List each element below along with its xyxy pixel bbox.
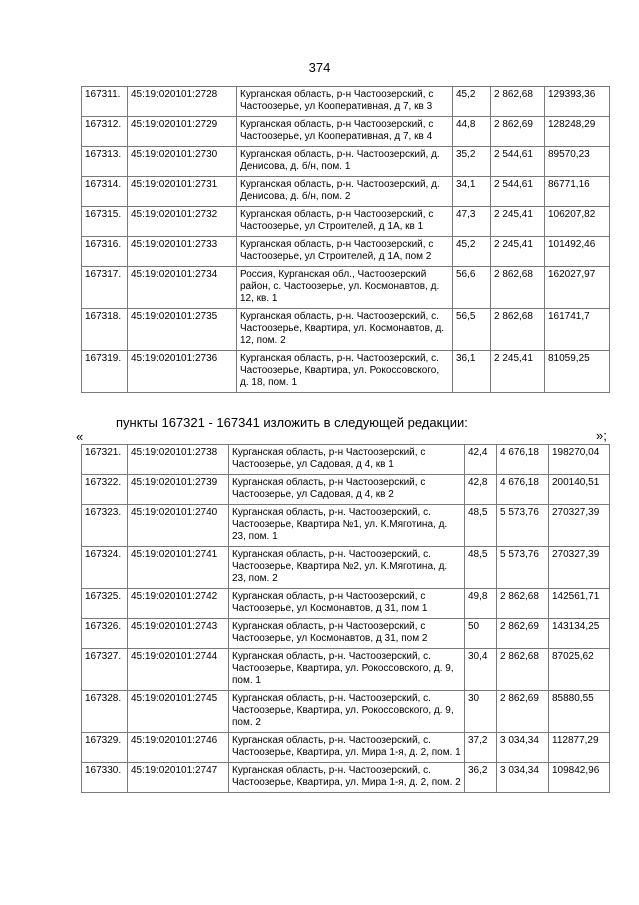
row-number-cell: 167314. (82, 177, 128, 207)
row-number-cell: 167321. (82, 445, 128, 475)
cadastral-number-cell: 45:19:020101:2738 (128, 445, 229, 475)
cadastral-price-cell: 2 862,68 (491, 309, 545, 351)
row-number-cell: 167330. (82, 763, 128, 793)
cadastral-value-cell: 161741,7 (545, 309, 610, 351)
table-row (82, 547, 610, 589)
cadastral-price-cell: 2 862,68 (497, 589, 549, 619)
address-cell: Курганская область, р-н. Частоозерский, д. Денисова, д. б/н, пом. 1 (237, 147, 453, 177)
cadastral-price-cell: 2 862,69 (491, 117, 545, 147)
area-cell: 47,3 (453, 207, 491, 237)
cadastral-price-cell: 4 676,18 (497, 475, 549, 505)
area-cell: 50 (465, 619, 497, 649)
cadastral-number-cell: 45:19:020101:2744 (128, 649, 229, 691)
cadastral-price-cell: 3 034,34 (497, 763, 549, 793)
cadastral-value-cell: 270327,39 (549, 505, 610, 547)
table-row (82, 147, 610, 177)
cadastral-price-cell: 2 245,41 (491, 237, 545, 267)
cadastral-value-cell: 86771,16 (545, 177, 610, 207)
table-row (82, 649, 610, 691)
table-row (82, 733, 610, 763)
area-cell: 48,5 (465, 505, 497, 547)
cadastral-value-cell: 101492,46 (545, 237, 610, 267)
row-number-cell: 167316. (82, 237, 128, 267)
cadastral-price-cell: 3 034,34 (497, 733, 549, 763)
cadastral-price-cell: 2 544,61 (491, 147, 545, 177)
address-cell: Курганская область, р-н Частоозерский, с Частоозерье, ул Садовая, д 4, кв 1 (229, 445, 465, 475)
cadastral-price-cell: 2 245,41 (491, 351, 545, 393)
row-number-cell: 167318. (82, 309, 128, 351)
address-cell: Курганская область, р-н. Частоозерский, с. Частоозерье, Квартира №2, ул. К.Мяготина, д. 23, пом. 2 (229, 547, 465, 589)
cadastral-number-cell: 45:19:020101:2728 (128, 87, 237, 117)
page-number: 374 (308, 60, 331, 75)
closing-quote: »; (596, 428, 607, 443)
cadastral-value-cell: 270327,39 (549, 547, 610, 589)
area-cell: 42,8 (465, 475, 497, 505)
table-row (82, 87, 610, 117)
cadastral-price-cell: 2 245,41 (491, 207, 545, 237)
table-row (82, 505, 610, 547)
table-row (82, 445, 610, 475)
cadastral-price-cell: 4 676,18 (497, 445, 549, 475)
address-cell: Курганская область, р-н Частоозерский, с Частоозерье, ул Строителей, д 1А, пом 2 (237, 237, 453, 267)
area-cell: 37,2 (465, 733, 497, 763)
cadastral-number-cell: 45:19:020101:2743 (128, 619, 229, 649)
cadastral-value-cell: 81059,25 (545, 351, 610, 393)
cadastral-price-cell: 2 862,69 (497, 619, 549, 649)
address-cell: Курганская область, р-н Частоозерский, с Частоозерье, ул Строителей, д 1А, кв 1 (237, 207, 453, 237)
area-cell: 34,1 (453, 177, 491, 207)
cadastral-value-cell: 128248,29 (545, 117, 610, 147)
cadastral-number-cell: 45:19:020101:2742 (128, 589, 229, 619)
address-cell: Курганская область, р-н. Частоозерский, с. Частоозерье, Квартира, ул. Рокоссовского, д. 18, пом. 1 (237, 351, 453, 393)
area-cell: 48,5 (465, 547, 497, 589)
cadastral-number-cell: 45:19:020101:2732 (128, 207, 237, 237)
cadastral-number-cell: 45:19:020101:2731 (128, 177, 237, 207)
area-cell: 36,2 (465, 763, 497, 793)
row-number-cell: 167325. (82, 589, 128, 619)
row-number-cell: 167317. (82, 267, 128, 309)
area-cell: 56,6 (453, 267, 491, 309)
cadastral-value-cell: 198270,04 (549, 445, 610, 475)
cadastral-number-cell: 45:19:020101:2736 (128, 351, 237, 393)
row-number-cell: 167319. (82, 351, 128, 393)
table-row (82, 267, 610, 309)
address-cell: Курганская область, р-н Частоозерский, с Частоозерье, ул Садовая, д 4, кв 2 (229, 475, 465, 505)
cadastral-number-cell: 45:19:020101:2741 (128, 547, 229, 589)
table-row (82, 207, 610, 237)
area-cell: 30 (465, 691, 497, 733)
cadastral-number-cell: 45:19:020101:2739 (128, 475, 229, 505)
address-cell: Курганская область, р-н. Частоозерский, с. Частоозерье, Квартира, ул. Мира 1-я, д. 2, пом. 1 (229, 733, 465, 763)
cadastral-number-cell: 45:19:020101:2746 (128, 733, 229, 763)
area-cell: 49,8 (465, 589, 497, 619)
row-number-cell: 167313. (82, 147, 128, 177)
address-cell: Курганская область, р-н Частоозерский, с Частоозерье, ул Кооперативная, д 7, кв 4 (237, 117, 453, 147)
cadastral-value-cell: 162027,97 (545, 267, 610, 309)
cadastral-number-cell: 45:19:020101:2734 (128, 267, 237, 309)
cadastral-price-cell: 2 862,68 (491, 267, 545, 309)
cadastral-price-cell: 2 544,61 (491, 177, 545, 207)
row-number-cell: 167328. (82, 691, 128, 733)
address-cell: Россия, Курганская обл., Частоозерский район, с. Частоозерье, ул. Космонавтов, д. 12, кв. 1 (237, 267, 453, 309)
area-cell: 30,4 (465, 649, 497, 691)
cadastral-number-cell: 45:19:020101:2745 (128, 691, 229, 733)
address-cell: Курганская область, р-н. Частоозерский, д. Денисова, д. б/н, пом. 2 (237, 177, 453, 207)
row-number-cell: 167326. (82, 619, 128, 649)
cadastral-number-cell: 45:19:020101:2740 (128, 505, 229, 547)
cadastral-value-cell: 142561,71 (549, 589, 610, 619)
cadastral-value-cell: 129393,36 (545, 87, 610, 117)
area-cell: 42,4 (465, 445, 497, 475)
address-cell: Курганская область, р-н Частоозерский, с Частоозерье, ул Кооперативная, д 7, кв 3 (237, 87, 453, 117)
row-number-cell: 167324. (82, 547, 128, 589)
cadastral-price-cell: 2 862,68 (491, 87, 545, 117)
cadastral-price-cell: 5 573,76 (497, 547, 549, 589)
address-cell: Курганская область, р-н. Частоозерский, с. Частоозерье, Квартира, ул. Рокоссовского, д. 9, пом. 2 (229, 691, 465, 733)
cadastral-value-cell: 89570,23 (545, 147, 610, 177)
address-cell: Курганская область, р-н Частоозерский, с Частоозерье, ул Космонавтов, д 31, пом 1 (229, 589, 465, 619)
row-number-cell: 167329. (82, 733, 128, 763)
address-cell: Курганская область, р-н. Частоозерский, с. Частоозерье, Квартира, ул. Мира 1-я, д. 2, пом. 2 (229, 763, 465, 793)
cadastral-number-cell: 45:19:020101:2729 (128, 117, 237, 147)
cadastral-value-cell: 112877,29 (549, 733, 610, 763)
address-cell: Курганская область, р-н. Частоозерский, с. Частоозерье, Квартира, ул. Рокоссовского, д. 9, пом. 1 (229, 649, 465, 691)
table-row (82, 475, 610, 505)
cadastral-price-cell: 2 862,68 (497, 649, 549, 691)
address-cell: Курганская область, р-н Частоозерский, с Частоозерье, ул Космонавтов, д 31, пом 2 (229, 619, 465, 649)
opening-quote: « (76, 429, 84, 444)
row-number-cell: 167312. (82, 117, 128, 147)
area-cell: 36,1 (453, 351, 491, 393)
cadastral-value-cell: 106207,82 (545, 207, 610, 237)
registry-table-2 (81, 444, 610, 793)
address-cell: Курганская область, р-н. Частоозерский, с. Частоозерье, Квартира, ул. Космонавтов, д. 12, пом. 2 (237, 309, 453, 351)
cadastral-number-cell: 45:19:020101:2733 (128, 237, 237, 267)
cadastral-value-cell: 143134,25 (549, 619, 610, 649)
row-number-cell: 167327. (82, 649, 128, 691)
cadastral-price-cell: 5 573,76 (497, 505, 549, 547)
table-row (82, 691, 610, 733)
table-row (82, 351, 610, 393)
row-number-cell: 167315. (82, 207, 128, 237)
cadastral-value-cell: 109842,96 (549, 763, 610, 793)
row-number-cell: 167311. (82, 87, 128, 117)
cadastral-number-cell: 45:19:020101:2730 (128, 147, 237, 177)
cadastral-value-cell: 87025,62 (549, 649, 610, 691)
table-row (82, 309, 610, 351)
row-number-cell: 167322. (82, 475, 128, 505)
amendment-instruction: пункты 167321 - 167341 изложить в следующей редакции: (116, 415, 468, 430)
area-cell: 45,2 (453, 237, 491, 267)
table-row (82, 619, 610, 649)
cadastral-value-cell: 200140,51 (549, 475, 610, 505)
area-cell: 45,2 (453, 87, 491, 117)
table-row (82, 589, 610, 619)
row-number-cell: 167323. (82, 505, 128, 547)
registry-table-1 (81, 86, 610, 393)
cadastral-value-cell: 85880,55 (549, 691, 610, 733)
table-row (82, 177, 610, 207)
cadastral-price-cell: 2 862,69 (497, 691, 549, 733)
table-row (82, 237, 610, 267)
table-row (82, 763, 610, 793)
area-cell: 35,2 (453, 147, 491, 177)
address-cell: Курганская область, р-н. Частоозерский, с. Частоозерье, Квартира №1, ул. К.Мяготина, д. 23, пом. 1 (229, 505, 465, 547)
cadastral-number-cell: 45:19:020101:2747 (128, 763, 229, 793)
area-cell: 44,8 (453, 117, 491, 147)
area-cell: 56,5 (453, 309, 491, 351)
table-row (82, 117, 610, 147)
cadastral-number-cell: 45:19:020101:2735 (128, 309, 237, 351)
